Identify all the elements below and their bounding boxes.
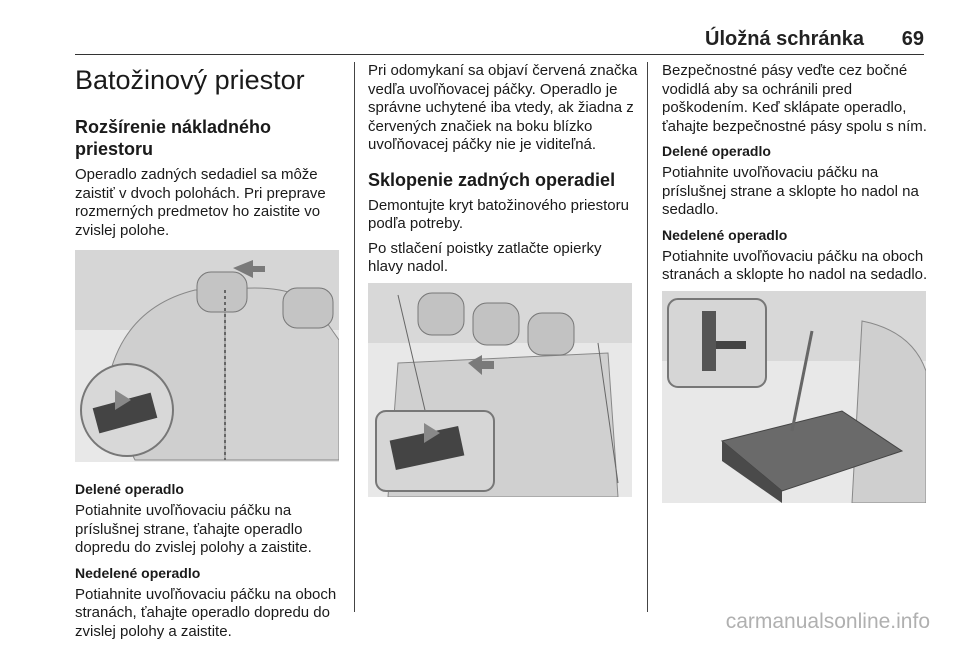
- seatbelt-paragraph: Bezpečnostné pásy veďte cez bočné vodidlá aby sa ochránili pred poškodením. Keď sklápate operadlo, ťahajte bezpečnostné pásy spolu s ním.: [662, 62, 927, 135]
- column-3: [662, 62, 932, 503]
- page-title: Batožinový priestor: [75, 65, 305, 95]
- folded-seat-illustration: [662, 291, 926, 503]
- seat-release-illustration: [75, 250, 339, 462]
- fold-step-1: Demontujte kryt batožinového priestoru podľa potreby.: [368, 196, 629, 232]
- header-divider: [75, 54, 924, 55]
- nonsplit-backrest-text: Potiahnite uvoľňovaciu páčku na oboch stranách, ťahajte operadlo dopredu do zvislej polohy a zaistite.: [75, 585, 337, 640]
- nonsplit-fold-text: Potiahnite uvoľňovaciu páčku na oboch stranách a sklopte ho nadol na sedadlo.: [662, 247, 928, 283]
- fold-step-2: Po stlačení poistky zatlačte opierky hlavy nadol.: [368, 239, 602, 275]
- nonsplit-backrest-heading: Nedelené operadlo: [75, 564, 201, 581]
- page-number: 69: [901, 28, 924, 50]
- nonsplit-fold-heading: Nedelené operadlo: [662, 226, 788, 243]
- column-1: [75, 62, 345, 647]
- intro-paragraph: Operadlo zadných sedadiel sa môže zaistiť v dvoch polohách. Pri preprave rozmerných predmetov ho zaistite vo zvislej polohe.: [75, 166, 326, 239]
- column-divider-1: [354, 62, 355, 612]
- headrest-illustration: [368, 283, 632, 497]
- section-title-cargo: Rozšírenie nákladného priestoru: [75, 117, 272, 159]
- section-title-fold: Sklopenie zadných operadiel: [368, 169, 616, 190]
- split-fold-text: Potiahnite uvoľňovaciu páčku na príslušnej strane a sklopte ho nadol na sedadlo.: [662, 164, 919, 218]
- split-fold-heading: Delené operadlo: [662, 143, 771, 159]
- running-header-title: Úložná schránka: [705, 28, 864, 50]
- lock-indicator-paragraph: Pri odomykaní sa objaví červená značka vedľa uvoľňovacej páčky. Operadlo je správne uchytené iba vtedy, ak žiadna z červených značiek na boku blízko uvoľňovacej páčky nie je viditeľná.: [368, 62, 638, 153]
- column-2: [368, 62, 638, 497]
- watermark: carmanualsonline.info: [725, 610, 930, 633]
- split-backrest-heading: Delené operadlo: [75, 481, 184, 497]
- column-divider-2: [647, 62, 648, 612]
- split-backrest-text: Potiahnite uvoľňovaciu páčku na príslušnej strane, ťahajte operadlo dopredu do zvislej polohy a zaistite.: [75, 502, 312, 556]
